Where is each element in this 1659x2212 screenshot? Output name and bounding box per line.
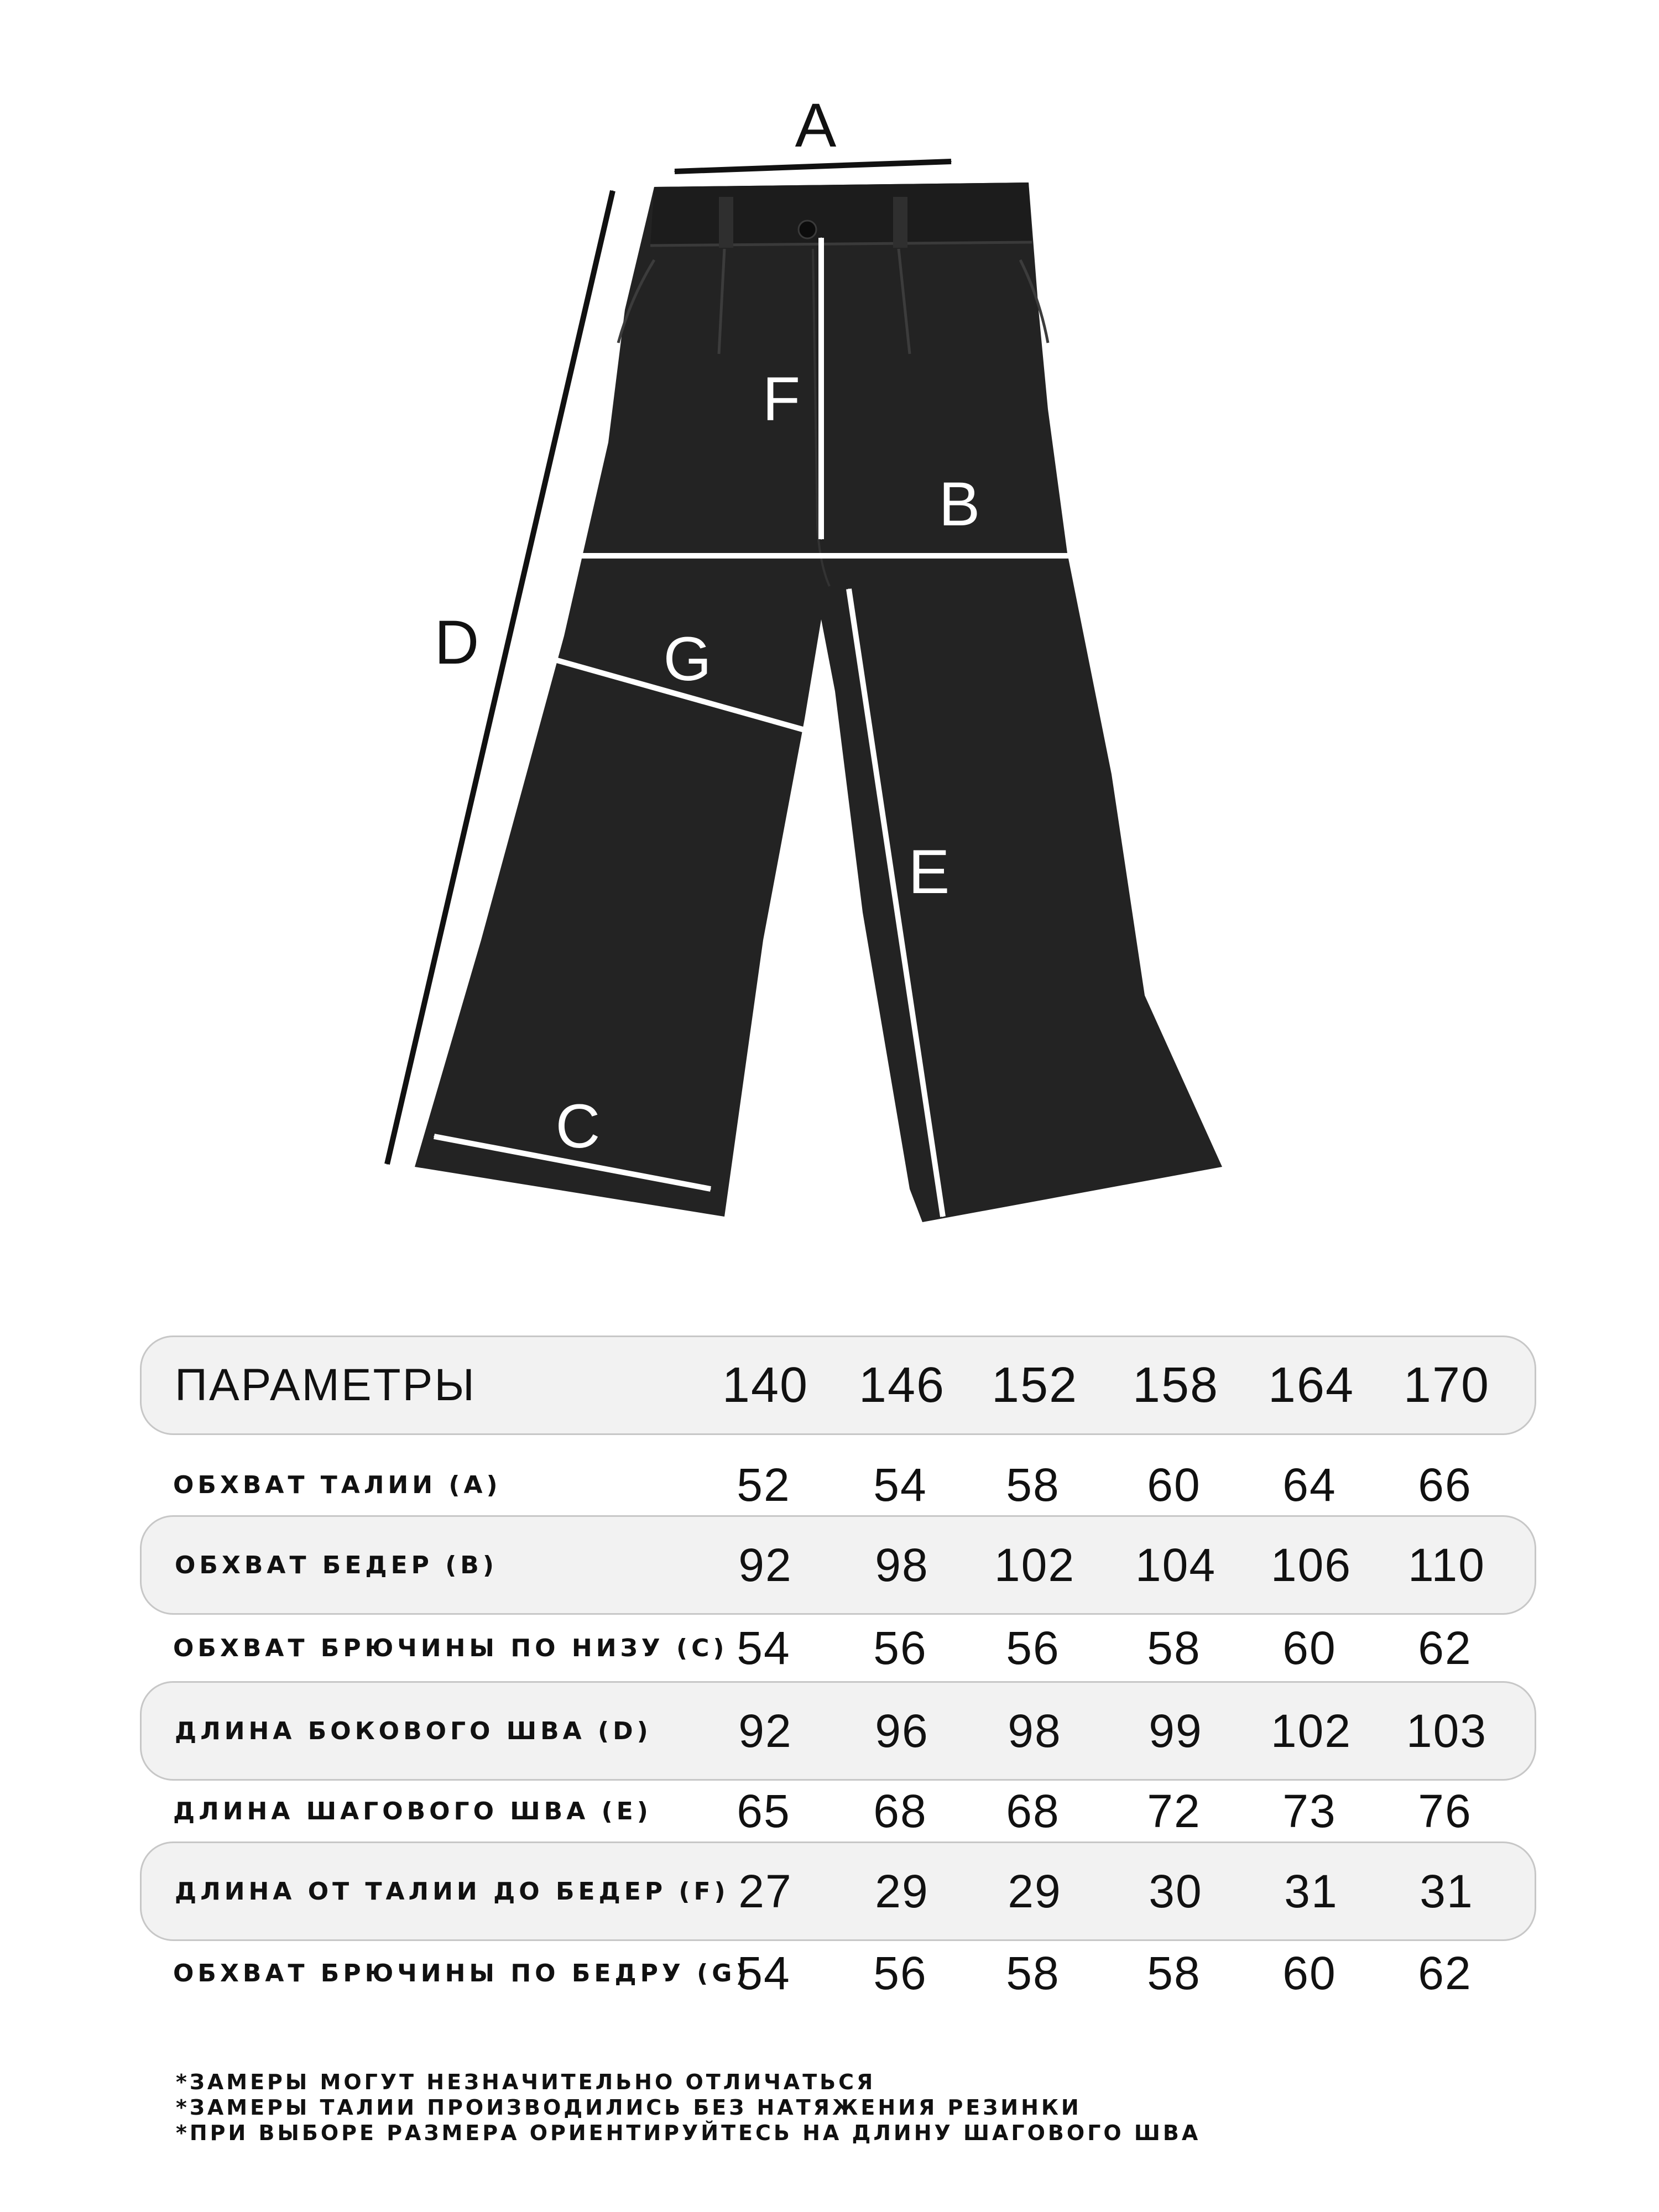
label-a: A — [795, 91, 837, 160]
row-label: ДЛИНА ОТ ТАЛИИ ДО БЕДЕР (F) — [175, 1877, 729, 1906]
cell-value: 98 — [1008, 1704, 1062, 1757]
cell-value: 56 — [873, 1621, 927, 1674]
cell-value: 62 — [1418, 1621, 1472, 1674]
cell-value: 99 — [1149, 1704, 1203, 1757]
cell-value: 29 — [875, 1865, 929, 1917]
label-c: C — [555, 1092, 601, 1161]
footnote: *ЗАМЕРЫ МОГУТ НЕЗНАЧИТЕЛЬНО ОТЛИЧАТЬСЯ — [176, 2070, 876, 2094]
cell-value: 98 — [875, 1538, 929, 1591]
cell-value: 56 — [873, 1947, 927, 1999]
cell-value: 103 — [1406, 1704, 1488, 1757]
cell-value: 27 — [738, 1865, 792, 1917]
cell-value: 102 — [994, 1538, 1076, 1591]
row-label: ДЛИНА БОКОВОГО ШВА (D) — [175, 1717, 652, 1745]
footnote: *ЗАМЕРЫ ТАЛИИ ПРОИЗВОДИЛИСЬ БЕЗ НАТЯЖЕНИЯ РЕЗИНКИ — [176, 2095, 1082, 2120]
label-g: G — [663, 624, 712, 693]
cell-value: 92 — [738, 1704, 792, 1757]
pants-waistband — [650, 182, 1032, 246]
cell-value: 72 — [1147, 1785, 1201, 1837]
cell-value: 58 — [1147, 1947, 1201, 1999]
cell-value: 52 — [737, 1458, 791, 1511]
belt-loop-left — [719, 197, 733, 248]
size-140: 140 — [722, 1357, 809, 1413]
cell-value: 68 — [1006, 1785, 1060, 1837]
label-d: D — [434, 608, 479, 677]
waist-button — [799, 221, 816, 238]
label-e: E — [908, 837, 950, 906]
cell-value: 31 — [1284, 1865, 1338, 1917]
size-146: 146 — [858, 1357, 946, 1413]
cell-value: 110 — [1408, 1538, 1485, 1591]
size-164: 164 — [1267, 1357, 1355, 1413]
cell-value: 96 — [875, 1704, 929, 1757]
row-label: ОБХВАТ БЕДЕР (В) — [175, 1551, 498, 1579]
cell-value: 30 — [1149, 1865, 1203, 1917]
size-170: 170 — [1403, 1357, 1490, 1413]
cell-value: 56 — [1006, 1621, 1060, 1674]
label-f: F — [762, 364, 801, 434]
cell-value: 58 — [1006, 1458, 1060, 1511]
cell-value: 60 — [1147, 1458, 1201, 1511]
cell-value: 54 — [873, 1458, 927, 1511]
cell-value: 102 — [1270, 1704, 1352, 1757]
cell-value: 68 — [873, 1785, 927, 1837]
cell-value: 62 — [1418, 1947, 1472, 1999]
row-label: ОБХВАТ БРЮЧИНЫ ПО БЕДРУ (G) — [173, 1959, 751, 1987]
table-header-row — [140, 1335, 1536, 1435]
belt-loop-right — [893, 197, 907, 248]
cell-value: 31 — [1420, 1865, 1474, 1917]
label-b: B — [938, 469, 980, 539]
cell-value: 58 — [1006, 1947, 1060, 1999]
cell-value: 54 — [737, 1947, 791, 1999]
cell-value: 60 — [1282, 1947, 1337, 1999]
size-152: 152 — [991, 1357, 1078, 1413]
row-label: ОБХВАТ ТАЛИИ (А) — [173, 1470, 502, 1499]
cell-value: 64 — [1282, 1458, 1337, 1511]
cell-value: 58 — [1147, 1621, 1201, 1674]
cell-value: 73 — [1282, 1785, 1337, 1837]
cell-value: 76 — [1418, 1785, 1472, 1837]
cell-value: 65 — [737, 1785, 791, 1837]
cell-value: 54 — [737, 1621, 791, 1674]
cell-value: 104 — [1135, 1538, 1217, 1591]
cell-value: 106 — [1270, 1538, 1352, 1591]
row-label: ОБХВАТ БРЮЧИНЫ ПО НИЗУ (С) — [173, 1634, 728, 1662]
row-label: ДЛИНА ШАГОВОГО ШВА (Е) — [173, 1797, 652, 1825]
footnote: *ПРИ ВЫБОРЕ РАЗМЕРА ОРИЕНТИРУЙТЕСЬ НА ДЛИНУ ШАГОВОГО ШВА — [176, 2121, 1201, 2145]
parameters-heading: ПАРАМЕТРЫ — [175, 1360, 476, 1410]
size-158: 158 — [1132, 1357, 1219, 1413]
cell-value: 29 — [1008, 1865, 1062, 1917]
cell-value: 92 — [738, 1538, 792, 1591]
cell-value: 60 — [1282, 1621, 1337, 1674]
arrow-a — [675, 161, 951, 171]
cell-value: 66 — [1418, 1458, 1472, 1511]
table-row — [140, 1923, 1536, 2023]
footnotes — [176, 2069, 1201, 2146]
